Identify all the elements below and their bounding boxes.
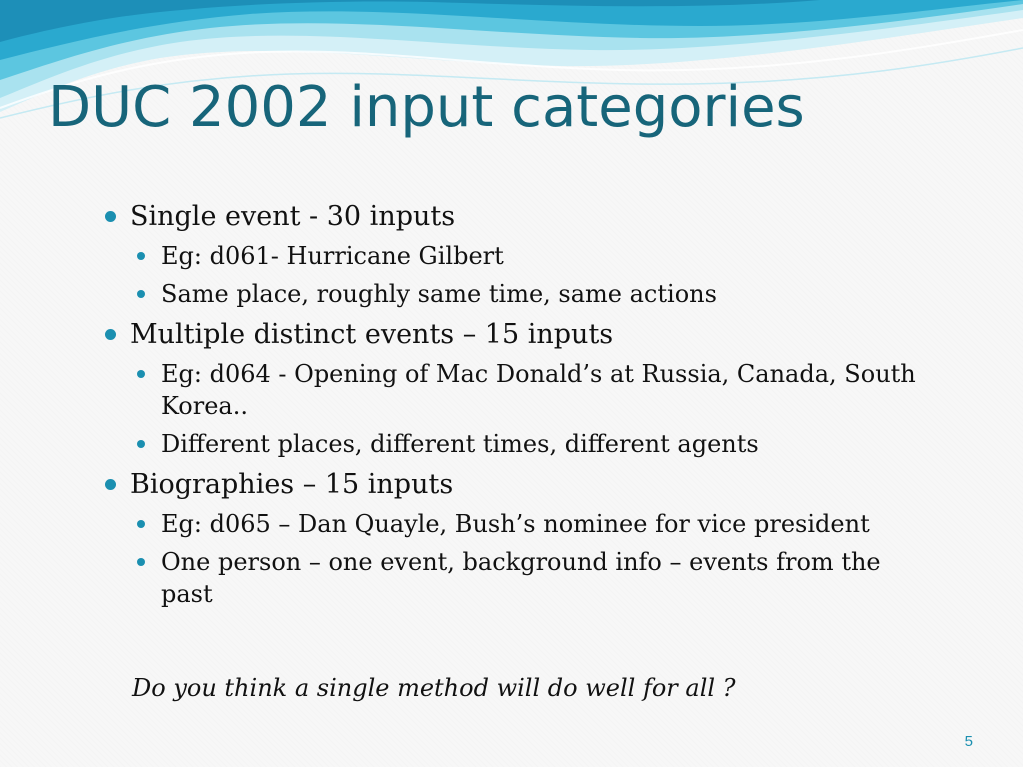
sub-bullet-item (104, 240, 934, 272)
sub-bullet-dot-icon (137, 252, 145, 260)
page-number: 5 (964, 733, 973, 750)
sub-bullet-text: Eg: d065 – Dan Quayle, Bush’s nominee for vice president (161, 510, 870, 538)
sub-bullet-item (104, 508, 934, 540)
sub-bullet-dot-icon (137, 520, 145, 528)
bullet-text: Single event - 30 inputs (130, 201, 456, 232)
bullet-item (104, 200, 934, 234)
bullet-dot-icon (105, 329, 116, 340)
sub-bullet-dot-icon (137, 558, 145, 566)
bullet-dot-icon (105, 211, 116, 222)
sub-bullet-item (104, 358, 934, 422)
bullet-item (104, 468, 934, 502)
sub-bullet-text: Eg: d061- Hurricane Gilbert (161, 242, 504, 270)
bullet-item (104, 318, 934, 352)
sub-bullet-text: Same place, roughly same time, same actions (161, 280, 717, 308)
sub-bullet-item (104, 278, 934, 310)
sub-bullet-item (104, 428, 934, 460)
bullet-dot-icon (105, 479, 116, 490)
closing-question: Do you think a single method will do well for all ? (132, 674, 736, 702)
sub-bullet-text: Eg: d064 - Opening of Mac Donald’s at Russia, Canada, South Korea.. (161, 360, 916, 420)
sub-bullet-dot-icon (137, 370, 145, 378)
sub-bullet-dot-icon (137, 290, 145, 298)
sub-bullet-text: One person – one event, background info – events from the past (161, 548, 881, 608)
bullet-list (104, 200, 934, 610)
bullet-text: Biographies – 15 inputs (130, 469, 454, 500)
slide-title: DUC 2002 input categories (48, 75, 805, 140)
sub-bullet-item (104, 546, 934, 610)
sub-bullet-dot-icon (137, 440, 145, 448)
sub-bullet-text: Different places, different times, different agents (161, 430, 759, 458)
bullet-text: Multiple distinct events – 15 inputs (130, 319, 614, 350)
